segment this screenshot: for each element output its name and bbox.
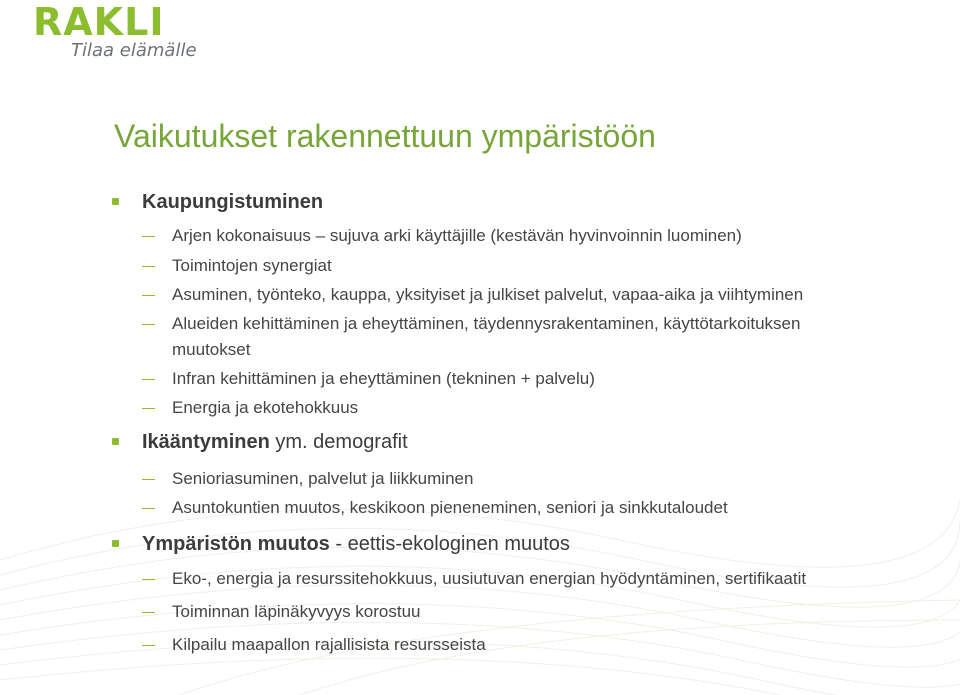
list-item: Arjen kokonaisuus – sujuva arki käyttäjille (kestävän hyvinvoinnin luominen) <box>172 226 742 245</box>
list-item: Eko-, energia ja resurssitehokkuus, uusiutuvan energian hyödyntäminen, sertifikaatit <box>172 569 807 588</box>
bullet-marker <box>112 540 119 547</box>
dash-marker <box>142 266 155 267</box>
dash-marker <box>142 579 155 580</box>
dash-marker <box>142 379 155 380</box>
section-heading-kaupungistuminen <box>142 190 323 214</box>
list-item: Senioriasuminen, palvelut ja liikkuminen <box>172 469 474 488</box>
section-heading-ympariston-muutos <box>142 532 570 556</box>
section-heading-bold: Ympäristön muutos <box>142 533 330 555</box>
dash-marker <box>142 479 155 480</box>
list-item: Infran kehittäminen ja eheyttäminen (tekninen + palvelu) <box>172 369 595 388</box>
section-heading-rest: - eettis-ekologinen muutos <box>329 533 570 555</box>
dash-marker <box>142 612 155 613</box>
logo-wordmark: RAKLI <box>33 0 165 44</box>
list-item: Alueiden kehittäminen ja eheyttäminen, täydennysrakentaminen, käyttötarkoituksen <box>172 314 801 333</box>
dash-marker <box>142 324 155 325</box>
list-item: Toiminnan läpinäkyvyys korostuu <box>172 602 421 621</box>
dash-marker <box>142 408 155 409</box>
section-heading-bold: Kaupungistuminen <box>142 191 324 213</box>
list-item: Kilpailu maapallon rajallisista resursseista <box>172 635 486 654</box>
bullet-marker <box>112 438 119 445</box>
list-item: Energia ja ekotehokkuus <box>172 398 359 417</box>
dash-marker <box>142 236 155 237</box>
bullet-marker <box>112 198 119 205</box>
section-heading-ikaantyminen <box>142 430 408 454</box>
dash-marker <box>142 508 155 509</box>
section-heading-bold: Ikääntyminen <box>142 431 270 453</box>
list-item-continuation: muutokset <box>172 340 251 359</box>
section-heading-rest: ym. demografit <box>269 431 408 453</box>
logo-tagline: Tilaa elämälle <box>71 40 197 61</box>
list-item: Asuntokuntien muutos, keskikoon pieneneminen, seniori ja sinkkutaloudet <box>172 498 728 517</box>
list-item: Asuminen, työnteko, kauppa, yksityiset ja julkiset palvelut, vapaa-aika ja viihtyminen <box>172 285 804 304</box>
slide-title: Vaikutukset rakennettuun ympäristöön <box>114 118 656 154</box>
list-item: Toimintojen synergiat <box>172 256 332 275</box>
dash-marker <box>142 645 155 646</box>
dash-marker <box>142 295 155 296</box>
